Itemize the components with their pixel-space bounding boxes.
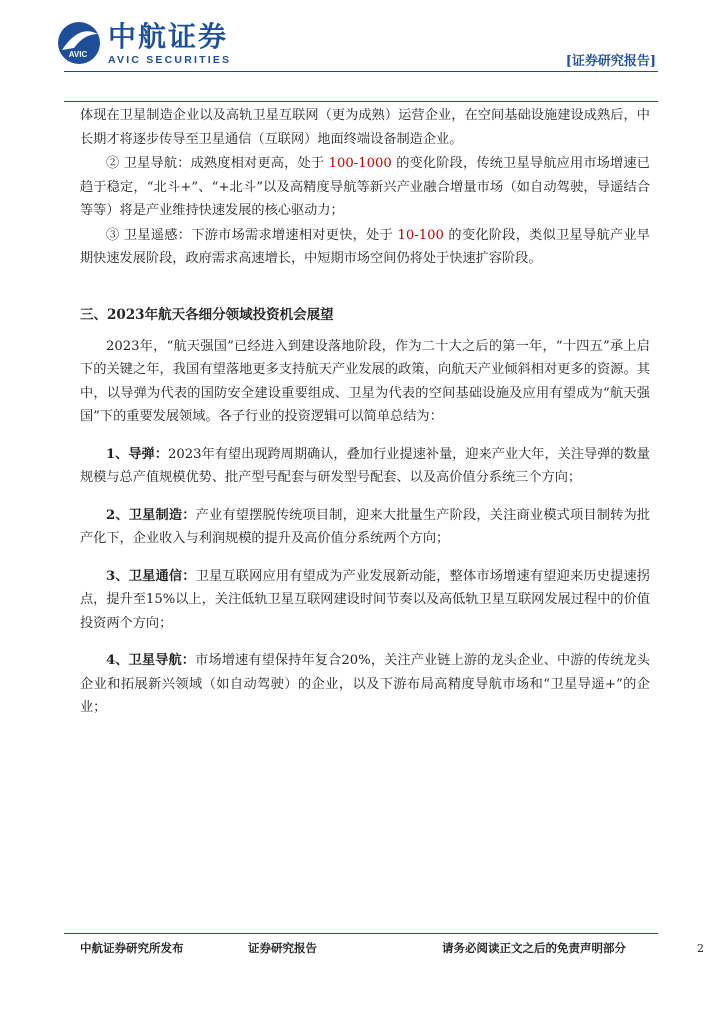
brand-name-cn: 中航证券	[108, 19, 229, 53]
paragraph-rest: 的变化阶段，传统卫星导航应用市场增速已趋于稳定，“北斗+”、“+北斗”以及高精度导航等新兴产业融合增量市场（如自动驾驶，导遥结合等等）将是产业维持快速发展的核心驱动力；	[80, 156, 650, 218]
paragraph-satellite-internet: 体现在卫星制造企业以及高轨卫星互联网（更为成熟）运营企业，在空间基础设施建设成熟后，中长期才将逐步传导至卫星通信（互联网）地面终端设备制造企业。	[80, 108, 650, 147]
page-number: 2	[697, 942, 704, 955]
item-text: 产业有望摆脱传统项目制，迎来大批量生产阶段，关注商业模式项目制转为批产化下，企业收入与利润规模的提升及高价值分系统两个方向；	[80, 507, 650, 546]
item-label: 4、卫星导航：	[106, 653, 196, 668]
logo-badge-text: AVIC	[68, 50, 88, 59]
paragraph-intro: 2023年，“航天强国”已经进入到建设落地阶段，作为二十大之后的第一年，“十四五”承上启下的关键之年，我国有望落地更多支持航天产业发展的政策，向航天产业倾斜相对更多的资源。其中，以导弹为代表的国防安全建设重要组成、卫星为代表的空间基础设施及应用有望成为“航天强国”下的重要发展领域。各子行业的投资逻辑可以简单总结为：	[80, 338, 650, 424]
header-rule-secondary	[64, 101, 658, 102]
avic-logo-icon	[56, 20, 102, 66]
item-label: 1、导弹：	[106, 446, 168, 462]
item-text: 市场增速有望保持年复合20%，关注产业链上游的龙头企业、中游的传统龙头企业和拓展新兴领域（如自动驾驶）的企业，以及下游布局高精度导航市场和“卫星导遥+”的企业；	[80, 653, 650, 715]
footer-rule	[64, 933, 658, 934]
list-item-satellite-communication	[80, 565, 650, 636]
page-footer	[80, 936, 704, 960]
paragraph-lead: ② 卫星导航：成熟度相对更高，处于	[106, 156, 325, 171]
report-type-tag: [证券研究报告]	[565, 54, 656, 69]
item-text: 卫星互联网应用有望成为产业发展新动能，整体市场增速有望迎来历史提速拐点，提升至15%以上，关注低轨卫星互联网建设时间节奏以及高低轨卫星互联网发展过程中的价值投资两个方向；	[80, 568, 650, 631]
paragraph-satellite-navigation	[80, 152, 650, 223]
footer-report-type: 证券研究报告	[248, 941, 317, 955]
item-text: 2023年有望出现跨周期确认，叠加行业提速补量，迎来产业大年，关注导弹的数量规模与总产值规模优势、批产型号配套与研发型号配套、以及高价值分系统三个方向；	[80, 446, 650, 485]
header-rule	[64, 71, 658, 72]
highlight-range: 10-100	[397, 227, 444, 243]
page-header	[0, 0, 724, 104]
paragraph-rest: 的变化阶段，类似卫星导航产业早期快速发展阶段，政府需求高速增长，中短期市场空间仍将处于快速扩容阶段。	[80, 227, 650, 266]
footer-disclaimer-note: 请务必阅读正文之后的免责声明部分	[442, 941, 626, 955]
footer-publisher: 中航证券研究所发布	[80, 941, 184, 955]
document-body	[80, 104, 650, 720]
list-item-satellite-navigation	[80, 649, 650, 720]
item-label: 3、卫星通信：	[106, 568, 196, 584]
paragraph-lead: ③ 卫星遥感：下游市场需求增速相对更快，处于	[106, 227, 394, 243]
item-label: 2、卫星制造：	[106, 507, 196, 523]
list-item-missile	[80, 443, 650, 490]
list-item-satellite-manufacturing	[80, 504, 650, 551]
brand-name-en: AVIC SECURITIES	[108, 53, 232, 66]
company-logo	[56, 20, 231, 66]
section-title: 三、2023年航天各细分领域投资机会展望	[80, 306, 334, 323]
highlight-range: 100-1000	[328, 156, 392, 171]
paragraph-remote-sensing	[80, 224, 650, 271]
